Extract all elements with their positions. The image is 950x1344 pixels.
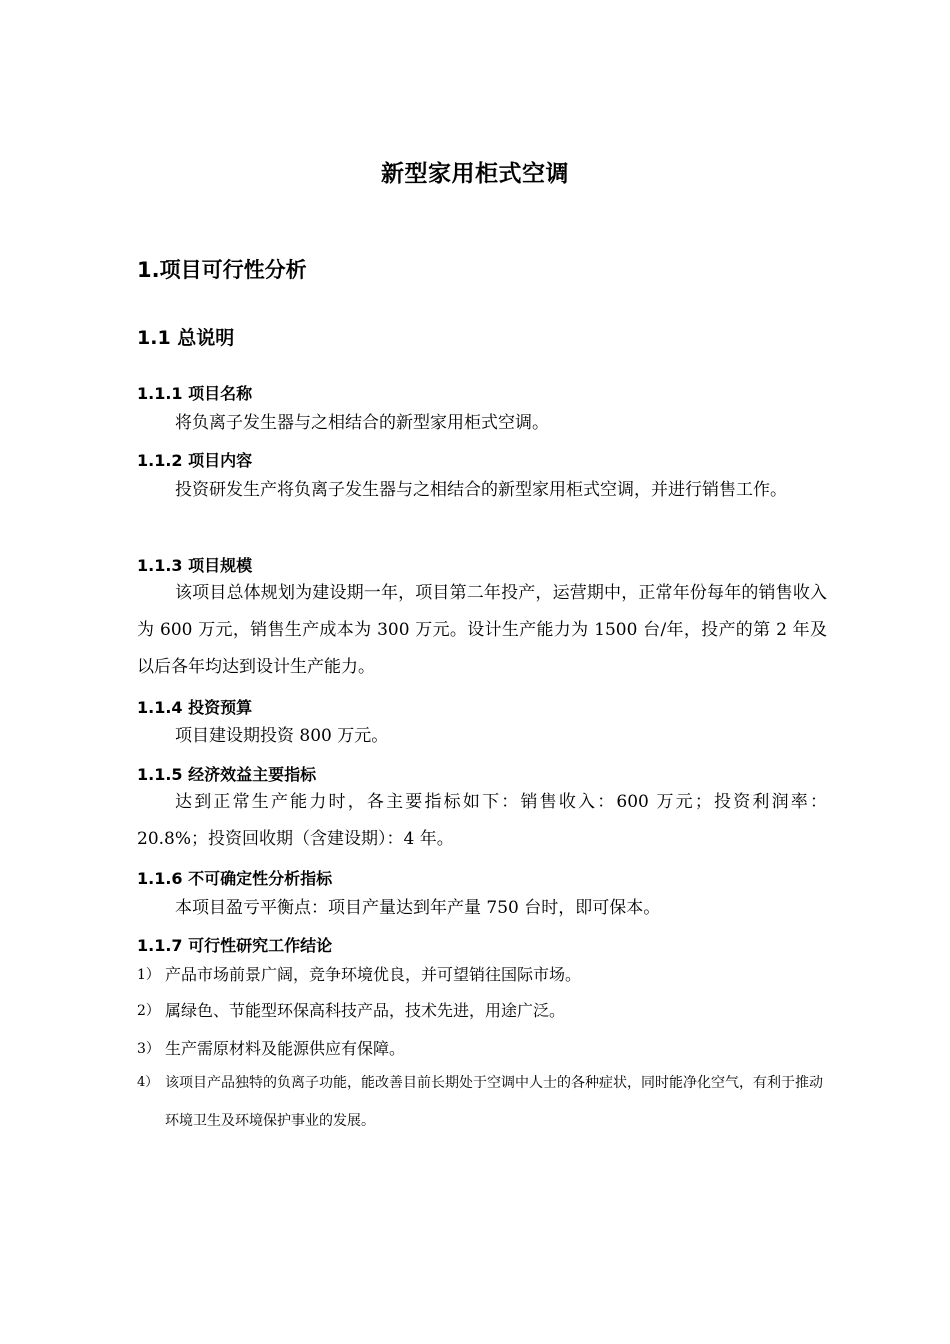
list-item-text: 生产需原材料及能源供应有保障。	[165, 1039, 406, 1058]
heading-project-name: 1.1.1 项目名称	[137, 384, 253, 403]
list-item-text: 该项目产品独特的负离子功能，能改善目前长期处于空调中人士的各种症状，同时能净化空气，有利于推动环境卫生及环境保护事业的发展。	[165, 1075, 823, 1129]
list-item-number: 3）	[137, 1041, 160, 1057]
section-heading-1: 1.项目可行性分析	[137, 258, 307, 282]
heading-project-scale: 1.1.3 项目规模	[137, 556, 253, 575]
heading-investment-budget: 1.1.4 投资预算	[137, 698, 253, 717]
list-item-number: 4）	[137, 1075, 159, 1090]
paragraph-project-name: 将负离子发生器与之相结合的新型家用柜式空调。	[175, 413, 549, 433]
paragraph-project-content: 投资研发生产将负离子发生器与之相结合的新型家用柜式空调，并进行销售工作。	[175, 480, 787, 500]
heading-project-content: 1.1.2 项目内容	[137, 451, 253, 470]
paragraph-investment-budget: 项目建设期投资 800 万元。	[175, 726, 389, 746]
heading-uncertainty-analysis: 1.1.6 不可确定性分析指标	[137, 869, 333, 888]
document-title: 新型家用柜式空调	[381, 161, 569, 187]
paragraph-uncertainty-analysis: 本项目盈亏平衡点：项目产量达到年产量 750 台时，即可保本。	[175, 898, 661, 918]
section-heading-1-1: 1.1 总说明	[137, 327, 235, 349]
paragraph-economic-indicators: 达到正常生产能力时，各主要指标如下：销售收入：600 万元；投资利润率：20.8%；投资回收期（含建设期）：4 年。	[137, 792, 827, 849]
paragraph-project-scale: 该项目总体规划为建设期一年，项目第二年投产，运营期中，正常年份每年的销售收入为 600 万元，销售生产成本为 300 万元。设计生产能力为 1500 台/年，投产的第 2 年及以后各年均达到设计生产能力。	[137, 583, 827, 677]
list-item-number: 2）	[137, 1003, 160, 1019]
list-item-text: 产品市场前景广阔，竞争环境优良，并可望销往国际市场。	[165, 965, 582, 984]
heading-economic-indicators: 1.1.5 经济效益主要指标	[137, 765, 317, 784]
list-item-number: 1）	[137, 967, 160, 983]
list-item-text: 属绿色、节能型环保高科技产品，技术先进，用途广泛。	[165, 1001, 566, 1020]
heading-feasibility-conclusion: 1.1.7 可行性研究工作结论	[137, 936, 333, 955]
